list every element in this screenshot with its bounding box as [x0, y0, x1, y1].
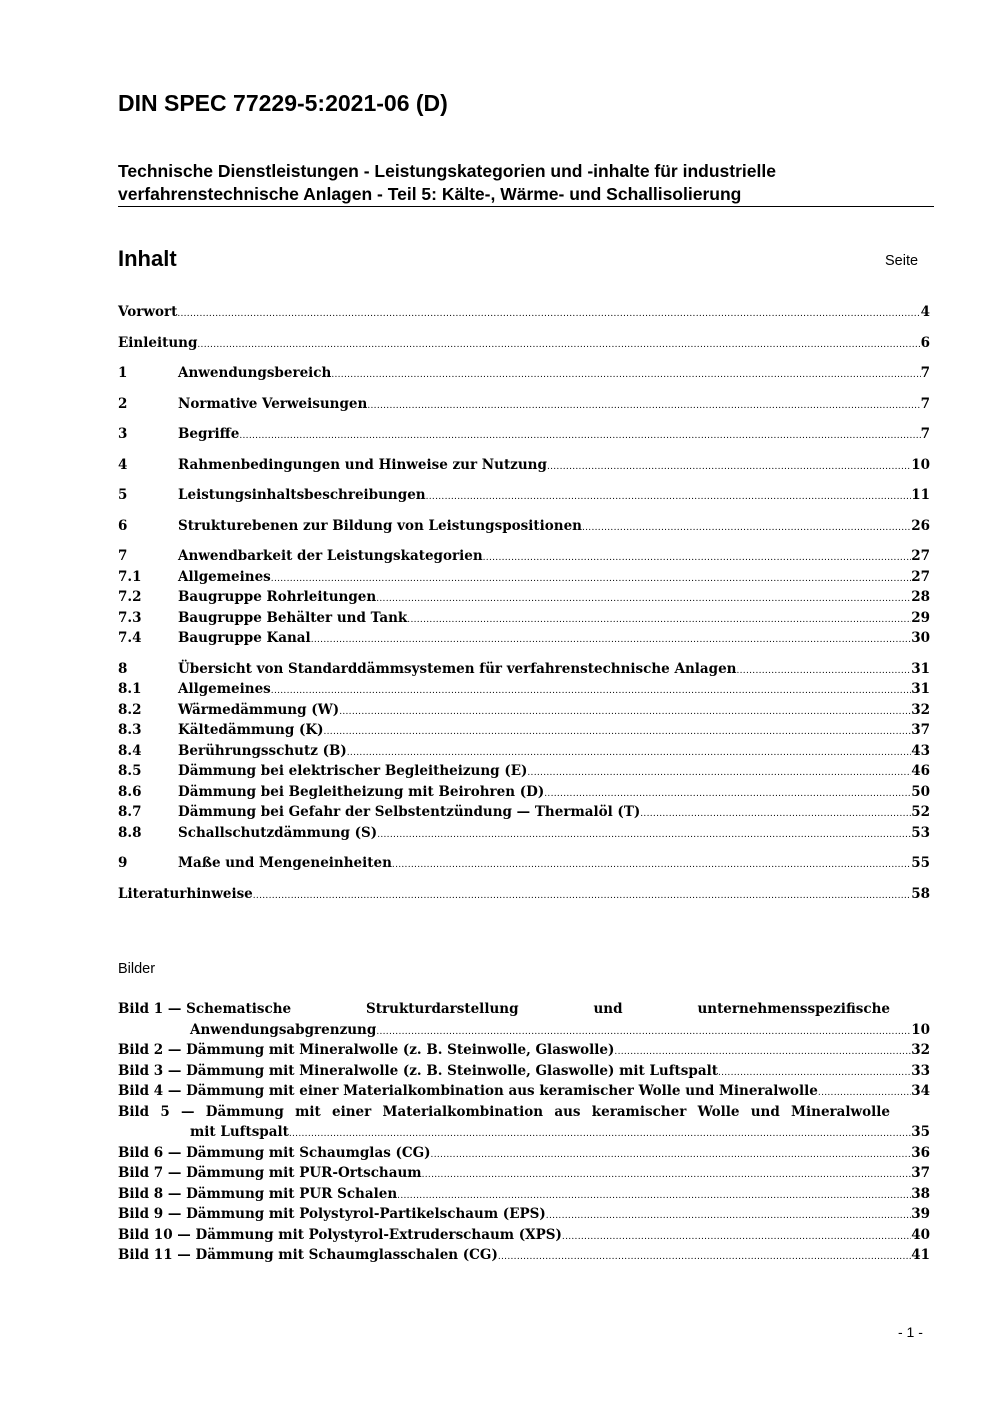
- figures-heading: Bilder: [118, 961, 156, 977]
- toc-entry-number: 7.4: [118, 630, 142, 646]
- dot-leader: [818, 1081, 911, 1104]
- toc-entry-page: 43: [911, 742, 930, 759]
- dot-leader: [376, 1020, 911, 1043]
- toc-entry-page: 7: [920, 395, 930, 412]
- toc-entry-page: 7: [920, 365, 930, 381]
- dot-leader: [271, 567, 911, 590]
- toc-entry-title: Allgemeines: [178, 568, 271, 585]
- dot-leader: [422, 1163, 912, 1186]
- dot-leader: [197, 333, 920, 356]
- figure-entry-5[interactable]: [118, 1102, 930, 1143]
- toc-entry-page: 27: [911, 568, 930, 585]
- dot-leader: [527, 761, 911, 784]
- dot-leader: [397, 1184, 911, 1207]
- toc-entry-title: Einleitung: [118, 334, 198, 351]
- figure-entry-title: Bild 3 — Dämmung mit Mineralwolle (z. B. Steinwolle, Glaswolle) mit Luftspalt: [118, 1062, 718, 1079]
- toc-entry-title: Begriffe: [178, 426, 240, 442]
- dot-leader: [544, 782, 911, 805]
- toc-entry-number: 4: [118, 456, 128, 473]
- toc-entry-8-1[interactable]: [118, 679, 930, 700]
- toc-entry-page: 10: [911, 456, 930, 473]
- toc-entry-8-8[interactable]: [118, 823, 930, 844]
- figure-entry-9[interactable]: [118, 1204, 930, 1225]
- toc-entry-2[interactable]: [118, 394, 930, 415]
- toc-entry-page: 32: [911, 701, 930, 718]
- toc-entry-page: 29: [911, 609, 930, 626]
- toc-entry-8-4[interactable]: [118, 741, 930, 762]
- toc-entry-8-6[interactable]: [118, 782, 930, 803]
- figure-entry-page: 37: [911, 1165, 930, 1181]
- figure-entry-3[interactable]: [118, 1061, 930, 1082]
- figure-entry-title: Bild 4 — Dämmung mit einer Materialkombination aus keramischer Wolle und Mineralwolle: [118, 1083, 818, 1099]
- page-column-label: Seite: [885, 253, 919, 269]
- dot-leader: [614, 1040, 911, 1063]
- toc-entry-title: Anwendungsbereich: [178, 365, 332, 381]
- toc-entry-number: 1: [118, 365, 128, 381]
- figure-entry-word: Bild 1 — Schematische: [118, 1001, 292, 1017]
- toc-entry-page: 4: [920, 304, 930, 320]
- subtitle-line-1: Technische Dienstleistungen - Leistungskategorien und -inhalte für industrielle: [118, 161, 776, 181]
- toc-entry-page: 11: [911, 487, 930, 503]
- toc-entry-title: Normative Verweisungen: [178, 395, 368, 412]
- toc-entry-page: 52: [911, 804, 930, 820]
- figure-entry-10[interactable]: [118, 1225, 930, 1246]
- toc-entry-page: 27: [911, 548, 930, 564]
- toc-entry-title: Wärmedämmung (W): [178, 701, 340, 718]
- dot-leader: [239, 424, 920, 447]
- figure-entry-page: 33: [911, 1062, 930, 1079]
- toc-entry-page: 31: [911, 660, 930, 677]
- figure-entry-page: 39: [911, 1206, 930, 1222]
- document-subtitle: [118, 160, 918, 206]
- figure-entry-page: 36: [911, 1144, 930, 1161]
- toc-entry-5[interactable]: [118, 485, 930, 506]
- toc-entry-page: 46: [911, 763, 930, 779]
- dot-leader: [736, 659, 911, 682]
- dot-leader: [392, 853, 911, 876]
- toc-entry-8-2[interactable]: [118, 700, 930, 721]
- dot-leader: [311, 628, 912, 651]
- toc-entry-page: 37: [911, 722, 930, 738]
- figure-entry-title: Bild 7 — Dämmung mit PUR-Ortschaum: [118, 1165, 422, 1181]
- dot-leader: [407, 608, 911, 631]
- toc-entry-page: 6: [920, 334, 930, 351]
- toc-heading: Inhalt: [118, 246, 177, 271]
- toc-entry-6[interactable]: [118, 516, 930, 537]
- figure-entry-title: Bild 10 — Dämmung mit Polystyrol-Extruderschaum (XPS): [118, 1226, 562, 1243]
- toc-entry-number: 7: [118, 548, 128, 564]
- dot-leader: [253, 884, 911, 907]
- dot-leader: [582, 516, 911, 539]
- toc-entry-title: Kältedämmung (K): [178, 722, 324, 738]
- dot-leader: [331, 363, 920, 386]
- toc-entry-title: Rahmenbedingungen und Hinweise zur Nutzung: [178, 456, 547, 473]
- toc-entry-1[interactable]: [118, 363, 930, 384]
- subtitle-line-2: verfahrenstechnische Anlagen - Teil 5: Kälte-, Wärme- und Schallisolierung: [118, 184, 742, 204]
- toc-entry-7-3[interactable]: [118, 608, 930, 629]
- toc-entry-number: 8.5: [118, 763, 142, 779]
- dot-leader: [376, 587, 911, 610]
- dot-leader: [339, 700, 911, 723]
- toc-entry-number: 8.7: [118, 804, 142, 820]
- toc-entry-page: 53: [911, 824, 930, 841]
- dot-leader: [323, 720, 911, 743]
- toc-entry-4[interactable]: [118, 455, 930, 476]
- toc-entry-einleitung[interactable]: [118, 333, 930, 354]
- toc-entry-title: Anwendbarkeit der Leistungskategorien: [178, 548, 483, 564]
- dot-leader: [640, 802, 911, 825]
- figure-entry-1-line-2: [118, 1020, 930, 1041]
- toc-entry-title: Allgemeines: [178, 681, 271, 697]
- toc-entry-number: 8.1: [118, 681, 142, 697]
- toc-entry-number: 8.4: [118, 742, 142, 759]
- toc-entry-3[interactable]: [118, 424, 930, 445]
- dot-leader: [367, 394, 920, 417]
- toc-entry-page: 58: [911, 885, 930, 902]
- toc-entry-8-3[interactable]: [118, 720, 930, 741]
- figure-entry-title: Anwendungsabgrenzung: [190, 1021, 377, 1038]
- figure-entry-word: unternehmensspezifische: [697, 1001, 890, 1017]
- figure-entry-11[interactable]: [118, 1245, 930, 1266]
- figure-entry-title: Bild 8 — Dämmung mit PUR Schalen: [118, 1185, 398, 1202]
- toc-entry-title: Baugruppe Rohrleitungen: [178, 589, 377, 605]
- toc-entry-7[interactable]: [118, 546, 930, 567]
- toc-entry-title: Strukturebenen zur Bildung von Leistungspositionen: [178, 517, 582, 534]
- toc-entry-9[interactable]: [118, 853, 930, 874]
- toc-entry-number: 7.1: [118, 568, 142, 585]
- toc-entry-title: Dämmung bei Gefahr der Selbstentzündung — Thermalöl (T): [178, 804, 641, 820]
- toc-entry-title: Baugruppe Behälter und Tank: [178, 609, 408, 626]
- figure-entry-1[interactable]: [118, 999, 930, 1040]
- toc-entry-8[interactable]: [118, 659, 930, 680]
- dot-leader: [347, 741, 911, 764]
- toc-entry-number: 8.6: [118, 783, 142, 800]
- figure-entry-page: 41: [911, 1247, 930, 1263]
- toc-entry-number: 2: [118, 395, 128, 412]
- figure-entry-page: 34: [911, 1083, 930, 1099]
- figure-entry-1-line-1: [118, 999, 890, 1020]
- toc-entry-number: 5: [118, 487, 128, 503]
- figure-entry-title: mit Luftspalt: [190, 1124, 289, 1140]
- toc-entry-page: 30: [911, 630, 930, 646]
- toc-entry-title: Dämmung bei Begleitheizung mit Beirohren (D): [178, 783, 545, 800]
- toc-entry-page: 26: [911, 517, 930, 534]
- toc-entry-number: 8.8: [118, 824, 142, 841]
- table-of-contents: [118, 302, 930, 904]
- toc-entry-title: Übersicht von Standarddämmsystemen für verfahrenstechnische Anlagen: [178, 660, 737, 677]
- toc-entry-8-7[interactable]: [118, 802, 930, 823]
- figure-entry-title: Bild 9 — Dämmung mit Polystyrol-Partikelschaum (EPS): [118, 1206, 546, 1222]
- toc-entry-title: Dämmung bei elektrischer Begleitheizung (E): [178, 763, 528, 779]
- toc-entry-number: 7.3: [118, 609, 142, 626]
- toc-entry-number: 3: [118, 426, 128, 442]
- dot-leader: [483, 546, 912, 569]
- figure-entry-8[interactable]: [118, 1184, 930, 1205]
- toc-entry-literaturhinweise[interactable]: [118, 884, 930, 905]
- dot-leader: [271, 679, 911, 702]
- document-id: DIN SPEC 77229-5:2021-06 (D): [118, 90, 448, 116]
- toc-entry-number: 8: [118, 660, 128, 677]
- toc-entry-title: Literaturhinweise: [118, 885, 253, 902]
- toc-entry-number: 8.2: [118, 701, 142, 718]
- toc-entry-number: 7.2: [118, 589, 142, 605]
- dot-leader: [431, 1143, 912, 1166]
- figure-entry-4[interactable]: [118, 1081, 930, 1102]
- figure-entry-word: und: [593, 1001, 623, 1017]
- figure-entry-6[interactable]: [118, 1143, 930, 1164]
- list-of-figures: [118, 999, 930, 1266]
- figure-entry-title: Bild 11 — Dämmung mit Schaumglasschalen (CG): [118, 1247, 498, 1263]
- toc-entry-7-1[interactable]: [118, 567, 930, 588]
- figure-entry-5-line-1: Bild 5 — Dämmung mit einer Materialkombination aus keramischer Wolle und Mineralwolle: [118, 1103, 890, 1120]
- toc-entry-title: Baugruppe Kanal: [178, 630, 311, 646]
- toc-entry-title: Maße und Mengeneinheiten: [178, 855, 392, 871]
- dot-leader: [562, 1225, 911, 1248]
- dot-leader: [498, 1245, 911, 1268]
- figure-entry-page: 32: [911, 1042, 930, 1058]
- toc-entry-number: 9: [118, 855, 128, 871]
- dot-leader: [426, 485, 912, 508]
- figure-entry-page: 38: [911, 1185, 930, 1202]
- page-number: - 1 -: [898, 1324, 923, 1340]
- dot-leader: [718, 1061, 911, 1084]
- figure-entry-page: 35: [911, 1124, 930, 1140]
- toc-entry-vorwort[interactable]: [118, 302, 930, 323]
- title-divider: [118, 206, 934, 207]
- dot-leader: [546, 1204, 911, 1227]
- toc-entry-page: 28: [911, 589, 930, 605]
- figure-entry-page: 40: [911, 1226, 930, 1243]
- toc-entry-number: 8.3: [118, 722, 142, 738]
- toc-entry-7-2[interactable]: [118, 587, 930, 608]
- figure-entry-title: Bild 2 — Dämmung mit Mineralwolle (z. B. Steinwolle, Glaswolle): [118, 1042, 615, 1058]
- toc-entry-7-4[interactable]: [118, 628, 930, 649]
- dot-leader: [377, 823, 911, 846]
- toc-entry-page: 7: [920, 426, 930, 442]
- toc-entry-page: 55: [911, 855, 930, 871]
- toc-entry-page: 50: [911, 783, 930, 800]
- toc-entry-8-5[interactable]: [118, 761, 930, 782]
- figure-entry-2[interactable]: [118, 1040, 930, 1061]
- dot-leader: [547, 455, 911, 478]
- toc-entry-page: 31: [911, 681, 930, 697]
- toc-entry-title: Vorwort: [118, 304, 178, 320]
- dot-leader: [177, 302, 920, 325]
- toc-entry-number: 6: [118, 517, 128, 534]
- toc-entry-title: Berührungsschutz (B): [178, 742, 347, 759]
- figure-entry-7[interactable]: [118, 1163, 930, 1184]
- figure-entry-page: 10: [911, 1021, 930, 1038]
- figure-entry-word: Strukturdarstellung: [366, 1001, 519, 1017]
- figure-entry-title: Bild 6 — Dämmung mit Schaumglas (CG): [118, 1144, 431, 1161]
- toc-entry-title: Leistungsinhaltsbeschreibungen: [178, 487, 426, 503]
- figure-entry-5-line-2: [118, 1122, 930, 1143]
- toc-entry-title: Schallschutzdämmung (S): [178, 824, 378, 841]
- dot-leader: [289, 1122, 911, 1145]
